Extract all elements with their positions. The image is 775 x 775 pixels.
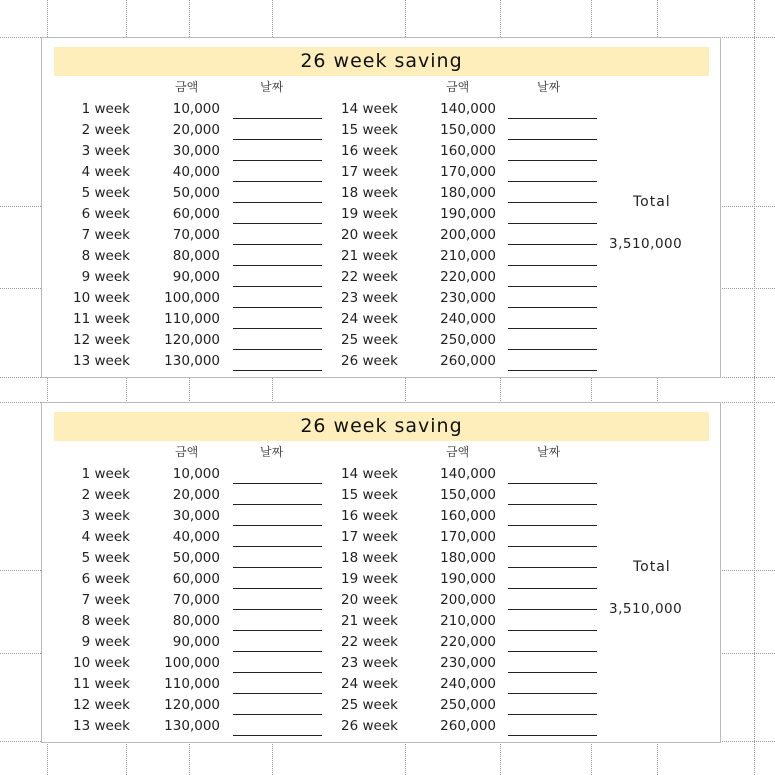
amount-value: 120,000 <box>164 332 220 348</box>
date-blank-line <box>508 693 597 694</box>
week-label: 2 week <box>81 487 130 503</box>
amount-value: 90,000 <box>172 269 220 285</box>
amount-value: 120,000 <box>164 697 220 713</box>
amount-value: 110,000 <box>164 676 220 692</box>
date-blank-line <box>508 525 597 526</box>
week-label: 14 week <box>341 101 398 117</box>
week-label: 18 week <box>341 550 398 566</box>
week-label: 9 week <box>81 634 130 650</box>
amount-value: 90,000 <box>172 634 220 650</box>
week-label: 20 week <box>341 227 398 243</box>
amount-value: 200,000 <box>440 592 496 608</box>
week-label: 8 week <box>81 248 130 264</box>
date-header: 날짜 <box>537 80 561 94</box>
amount-value: 220,000 <box>440 269 496 285</box>
amount-value: 250,000 <box>440 697 496 713</box>
week-label: 1 week <box>81 466 130 482</box>
amount-value: 210,000 <box>440 613 496 629</box>
week-label: 23 week <box>341 290 398 306</box>
amount-value: 180,000 <box>440 185 496 201</box>
date-blank-line <box>508 139 597 140</box>
week-label: 11 week <box>73 676 130 692</box>
week-label: 20 week <box>341 592 398 608</box>
amount-value: 10,000 <box>172 101 220 117</box>
week-label: 19 week <box>341 571 398 587</box>
date-blank-line <box>508 286 597 287</box>
amount-value: 40,000 <box>172 529 220 545</box>
date-blank-line <box>508 735 597 736</box>
week-label: 26 week <box>341 718 398 734</box>
amount-value: 140,000 <box>440 101 496 117</box>
date-blank-line <box>508 546 597 547</box>
date-blank-line <box>508 588 597 589</box>
date-blank-line <box>508 672 597 673</box>
week-label: 1 week <box>81 101 130 117</box>
week-label: 15 week <box>341 487 398 503</box>
date-header: 날짜 <box>537 445 561 459</box>
week-label: 23 week <box>341 655 398 671</box>
week-label: 10 week <box>73 655 130 671</box>
total-label: Total <box>633 194 671 210</box>
week-label: 17 week <box>341 529 398 545</box>
week-label: 12 week <box>73 332 130 348</box>
amount-header: 금액 <box>446 445 470 459</box>
amount-header: 금액 <box>175 80 199 94</box>
date-blank-line <box>508 630 597 631</box>
week-label: 5 week <box>81 185 130 201</box>
date-blank-line <box>508 118 597 119</box>
week-label: 18 week <box>341 185 398 201</box>
amount-value: 60,000 <box>172 206 220 222</box>
amount-value: 200,000 <box>440 227 496 243</box>
week-label: 4 week <box>81 529 130 545</box>
amount-value: 30,000 <box>172 143 220 159</box>
amount-value: 240,000 <box>440 676 496 692</box>
week-label: 22 week <box>341 269 398 285</box>
amount-value: 150,000 <box>440 122 496 138</box>
amount-value: 170,000 <box>440 529 496 545</box>
amount-value: 50,000 <box>172 185 220 201</box>
week-label: 8 week <box>81 613 130 629</box>
amount-value: 220,000 <box>440 634 496 650</box>
week-label: 22 week <box>341 634 398 650</box>
amount-value: 40,000 <box>172 164 220 180</box>
title-band <box>54 412 709 441</box>
amount-value: 260,000 <box>440 718 496 734</box>
week-label: 3 week <box>81 508 130 524</box>
amount-value: 180,000 <box>440 550 496 566</box>
amount-value: 230,000 <box>440 290 496 306</box>
week-label: 7 week <box>81 227 130 243</box>
amount-value: 150,000 <box>440 487 496 503</box>
title-band <box>54 47 709 76</box>
week-label: 9 week <box>81 269 130 285</box>
date-blank-line <box>508 567 597 568</box>
amount-value: 80,000 <box>172 248 220 264</box>
total-value: 3,510,000 <box>609 236 683 252</box>
amount-value: 80,000 <box>172 613 220 629</box>
amount-value: 100,000 <box>164 655 220 671</box>
week-label: 13 week <box>73 718 130 734</box>
week-label: 12 week <box>73 697 130 713</box>
week-label: 25 week <box>341 697 398 713</box>
amount-value: 170,000 <box>440 164 496 180</box>
amount-value: 240,000 <box>440 311 496 327</box>
amount-value: 70,000 <box>172 227 220 243</box>
amount-value: 100,000 <box>164 290 220 306</box>
week-label: 24 week <box>341 676 398 692</box>
week-label: 10 week <box>73 290 130 306</box>
week-label: 11 week <box>73 311 130 327</box>
amount-value: 10,000 <box>172 466 220 482</box>
date-blank-line <box>508 181 597 182</box>
week-label: 21 week <box>341 613 398 629</box>
amount-value: 30,000 <box>172 508 220 524</box>
date-blank-line <box>508 483 597 484</box>
date-blank-line <box>508 307 597 308</box>
date-blank-line <box>508 714 597 715</box>
amount-value: 250,000 <box>440 332 496 348</box>
date-blank-line <box>508 223 597 224</box>
date-blank-line <box>508 370 597 371</box>
sheet-title: 26 week saving <box>300 50 463 72</box>
week-label: 2 week <box>81 122 130 138</box>
amount-value: 160,000 <box>440 508 496 524</box>
week-label: 6 week <box>81 571 130 587</box>
amount-value: 20,000 <box>172 487 220 503</box>
sheet-title: 26 week saving <box>300 415 463 437</box>
date-blank-line <box>508 244 597 245</box>
date-blank-line <box>508 328 597 329</box>
date-header: 날짜 <box>260 445 284 459</box>
date-blank-line <box>508 504 597 505</box>
amount-value: 160,000 <box>440 143 496 159</box>
week-label: 24 week <box>341 311 398 327</box>
week-label: 16 week <box>341 508 398 524</box>
week-label: 17 week <box>341 164 398 180</box>
week-label: 4 week <box>81 164 130 180</box>
week-label: 26 week <box>341 353 398 369</box>
week-label: 3 week <box>81 143 130 159</box>
week-label: 5 week <box>81 550 130 566</box>
savings-sheet-1 <box>41 37 721 378</box>
week-label: 25 week <box>341 332 398 348</box>
total-value: 3,510,000 <box>609 601 683 617</box>
week-label: 15 week <box>341 122 398 138</box>
week-label: 19 week <box>341 206 398 222</box>
amount-value: 210,000 <box>440 248 496 264</box>
vertical-guide <box>754 0 755 775</box>
week-label: 13 week <box>73 353 130 369</box>
amount-header: 금액 <box>175 445 199 459</box>
week-label: 16 week <box>341 143 398 159</box>
date-blank-line <box>508 265 597 266</box>
date-header: 날짜 <box>260 80 284 94</box>
date-blank-line <box>508 651 597 652</box>
amount-value: 140,000 <box>440 466 496 482</box>
amount-value: 230,000 <box>440 655 496 671</box>
amount-value: 60,000 <box>172 571 220 587</box>
week-label: 7 week <box>81 592 130 608</box>
date-blank-line <box>508 202 597 203</box>
date-blank-line <box>508 609 597 610</box>
amount-header: 금액 <box>446 80 470 94</box>
amount-value: 190,000 <box>440 571 496 587</box>
amount-value: 190,000 <box>440 206 496 222</box>
amount-value: 130,000 <box>164 353 220 369</box>
week-label: 21 week <box>341 248 398 264</box>
week-label: 14 week <box>341 466 398 482</box>
total-label: Total <box>633 559 671 575</box>
amount-value: 70,000 <box>172 592 220 608</box>
amount-value: 110,000 <box>164 311 220 327</box>
amount-value: 50,000 <box>172 550 220 566</box>
date-blank-line <box>508 160 597 161</box>
amount-value: 20,000 <box>172 122 220 138</box>
amount-value: 260,000 <box>440 353 496 369</box>
savings-sheet-2 <box>41 402 721 743</box>
amount-value: 130,000 <box>164 718 220 734</box>
date-blank-line <box>508 349 597 350</box>
week-label: 6 week <box>81 206 130 222</box>
